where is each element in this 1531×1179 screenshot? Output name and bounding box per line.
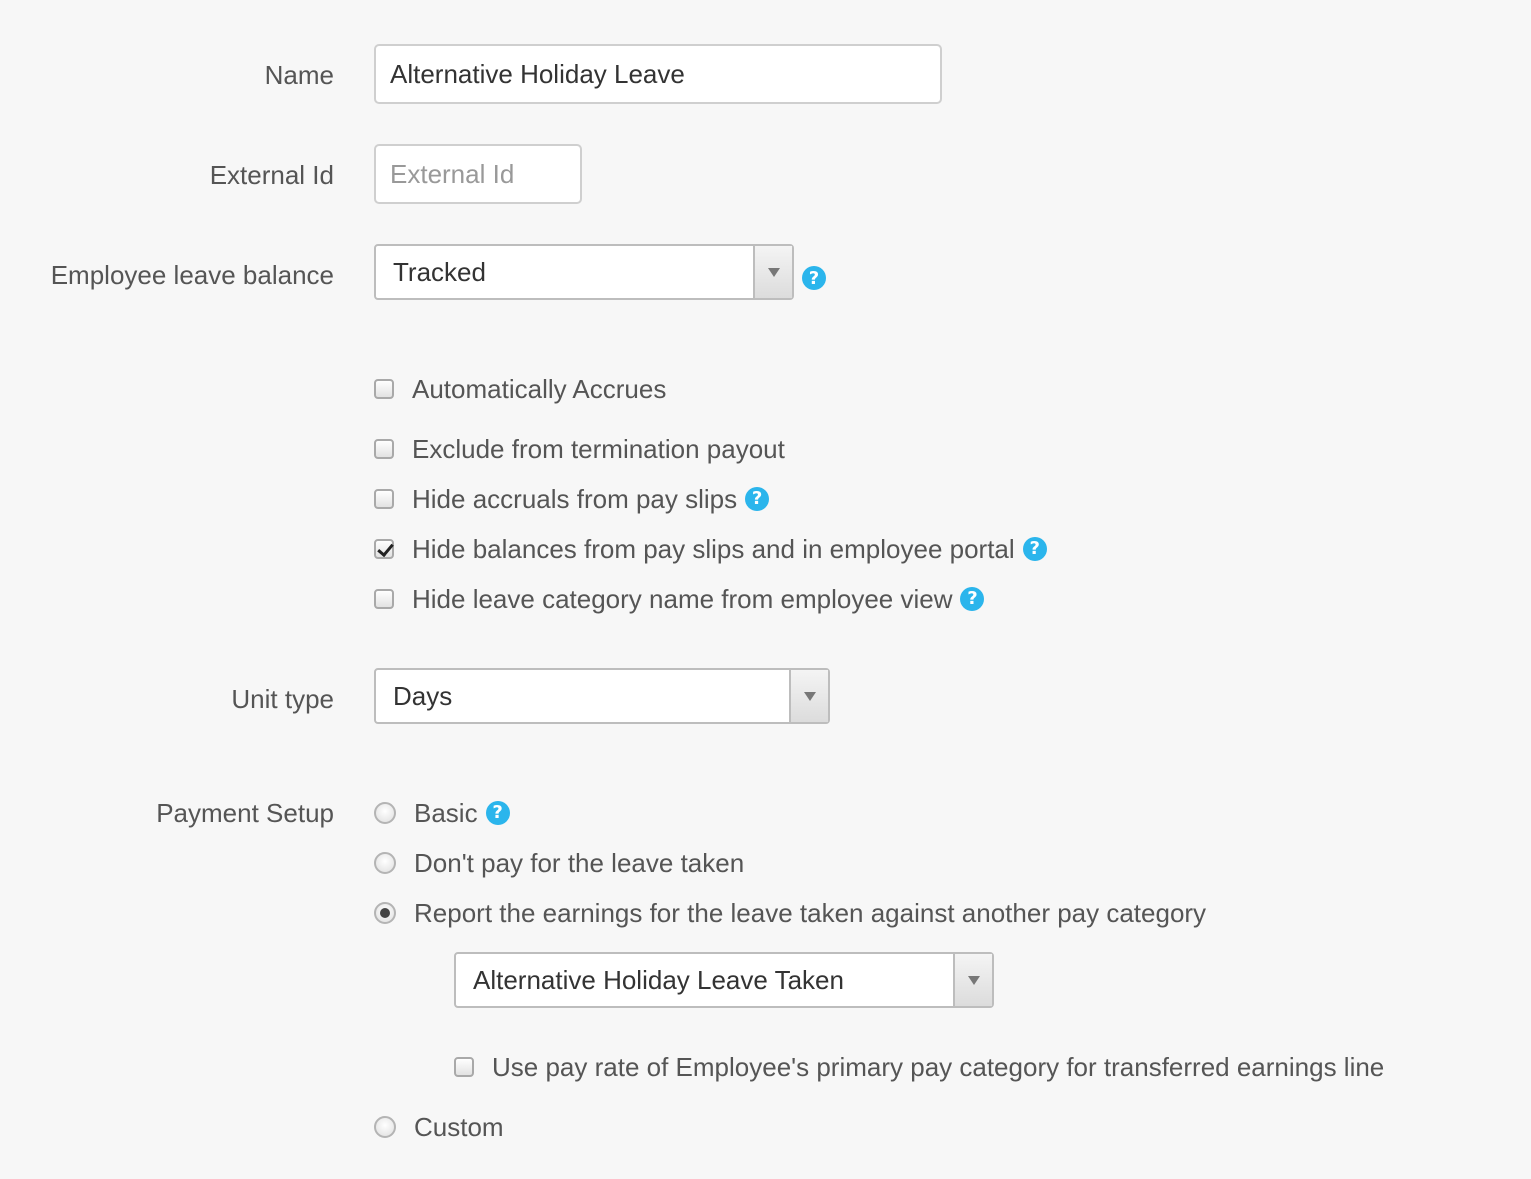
name-label: Name bbox=[264, 60, 334, 90]
exclude-termination-option[interactable] bbox=[374, 434, 785, 464]
external-id-input[interactable] bbox=[374, 144, 582, 204]
hide-category-name-option[interactable] bbox=[374, 584, 984, 614]
payment-report-earnings-radio[interactable] bbox=[374, 902, 396, 924]
hide-accruals-help-icon[interactable]: ? bbox=[745, 487, 769, 511]
use-primary-rate-option[interactable] bbox=[454, 1052, 1384, 1082]
auto-accrues-label: Automatically Accrues bbox=[412, 374, 667, 404]
pay-category-dropdown-button[interactable] bbox=[953, 954, 992, 1006]
leave-balance-help-icon[interactable]: ? bbox=[802, 266, 826, 290]
payment-report-earnings-option[interactable] bbox=[374, 898, 1206, 928]
payment-custom-option[interactable] bbox=[374, 1112, 504, 1142]
payment-setup-label: Payment Setup bbox=[156, 798, 334, 828]
hide-category-name-label: Hide leave category name from employee view bbox=[412, 584, 953, 614]
payment-basic-help-icon[interactable]: ? bbox=[486, 801, 510, 825]
payment-basic-radio[interactable] bbox=[374, 802, 396, 824]
use-primary-rate-checkbox[interactable] bbox=[454, 1057, 474, 1077]
unit-type-select[interactable] bbox=[374, 668, 830, 724]
unit-type-label: Unit type bbox=[231, 684, 334, 714]
payment-basic-option[interactable] bbox=[374, 798, 510, 828]
payment-dont-pay-option[interactable] bbox=[374, 848, 744, 878]
triangle-down-icon bbox=[804, 692, 816, 701]
pay-category-select[interactable] bbox=[454, 952, 994, 1008]
leave-balance-dropdown-button[interactable] bbox=[753, 246, 792, 298]
unit-type-value: Days bbox=[393, 680, 453, 711]
hide-category-name-help-icon[interactable]: ? bbox=[960, 587, 984, 611]
hide-accruals-label: Hide accruals from pay slips bbox=[412, 484, 738, 514]
hide-balances-checkbox[interactable] bbox=[374, 539, 394, 559]
triangle-down-icon bbox=[768, 268, 780, 277]
auto-accrues-option[interactable] bbox=[374, 374, 666, 404]
external-id-label: External Id bbox=[209, 160, 334, 190]
exclude-termination-label: Exclude from termination payout bbox=[412, 434, 785, 464]
exclude-termination-checkbox[interactable] bbox=[374, 439, 394, 459]
payment-custom-radio[interactable] bbox=[374, 1116, 396, 1138]
payment-report-earnings-label: Report the earnings for the leave taken against another pay category bbox=[414, 898, 1207, 928]
hide-balances-label: Hide balances from pay slips and in employee portal bbox=[412, 534, 1015, 564]
name-input[interactable] bbox=[374, 44, 942, 104]
payment-custom-label: Custom bbox=[414, 1112, 504, 1142]
use-primary-rate-label: Use pay rate of Employee's primary pay category for transferred earnings line bbox=[492, 1052, 1385, 1082]
hide-balances-help-icon[interactable]: ? bbox=[1023, 537, 1047, 561]
auto-accrues-checkbox[interactable] bbox=[374, 379, 394, 399]
pay-category-value: Alternative Holiday Leave Taken bbox=[473, 964, 844, 995]
payment-dont-pay-label: Don't pay for the leave taken bbox=[414, 848, 745, 878]
hide-balances-option[interactable] bbox=[374, 534, 1047, 564]
hide-accruals-checkbox[interactable] bbox=[374, 489, 394, 509]
hide-accruals-option[interactable] bbox=[374, 484, 769, 514]
hide-category-name-checkbox[interactable] bbox=[374, 589, 394, 609]
unit-type-dropdown-button[interactable] bbox=[789, 670, 828, 722]
leave-balance-value: Tracked bbox=[393, 256, 486, 287]
payment-basic-label: Basic bbox=[414, 798, 478, 828]
payment-dont-pay-radio[interactable] bbox=[374, 852, 396, 874]
triangle-down-icon bbox=[968, 976, 980, 985]
leave-balance-label: Employee leave balance bbox=[50, 260, 334, 290]
leave-balance-select[interactable] bbox=[374, 244, 794, 300]
